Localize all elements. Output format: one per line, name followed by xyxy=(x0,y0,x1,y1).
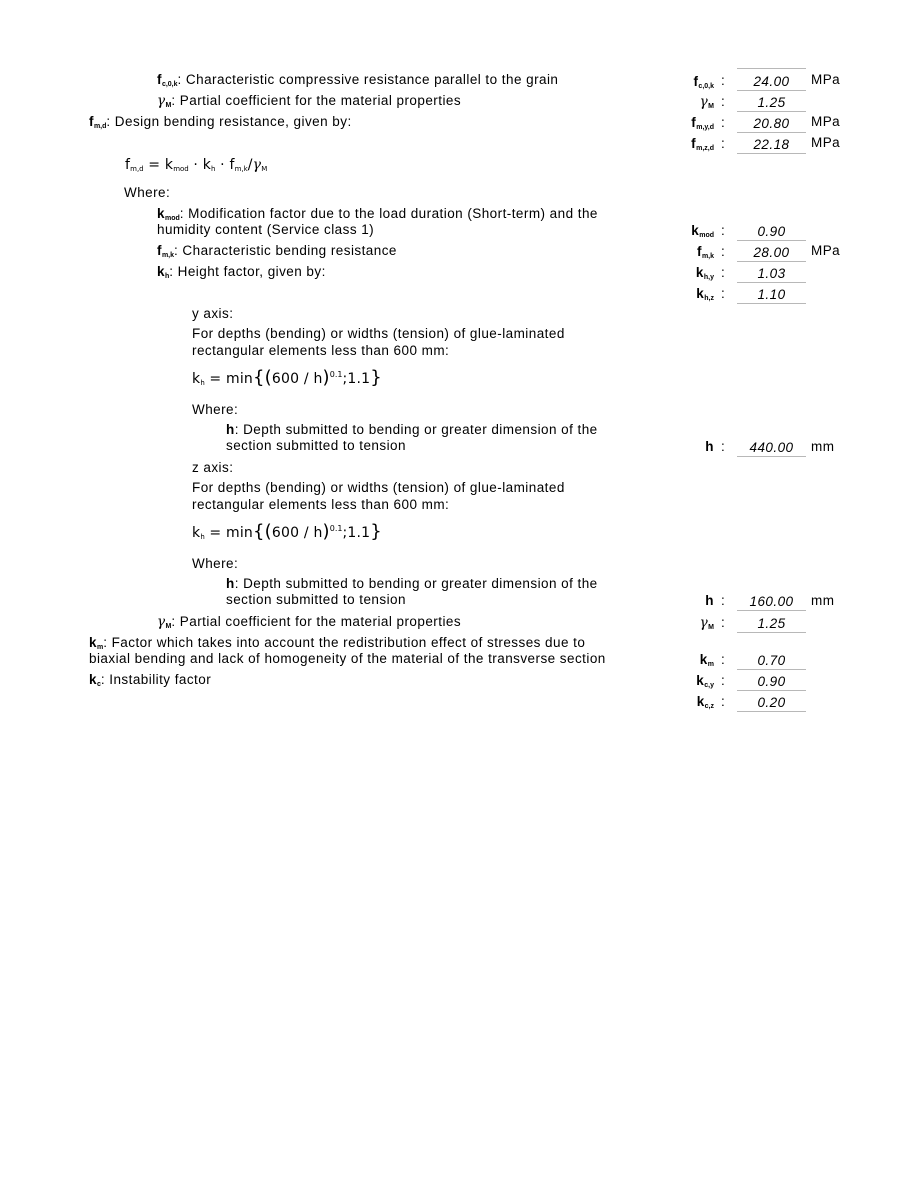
fmd-formula: $f_{m,d} = k_{mod} \cdot k_h \cdot f_{m,k}/\gamma_M$ xyxy=(125,157,268,173)
gammaM2-symbol: γ xyxy=(157,614,166,630)
fmk-description: : Characteristic bending resistance xyxy=(174,243,397,258)
yaxis-desc-line2: rectangular elements less than 600 mm: xyxy=(192,343,450,358)
colon: : xyxy=(721,286,726,301)
colon: : xyxy=(721,593,726,608)
zaxis-h-unit: mm xyxy=(811,593,835,608)
fmk-unit: MPa xyxy=(811,243,841,258)
zaxis-h-label-line2: section submitted to tension xyxy=(226,592,406,607)
fmyd-value: 20.80 xyxy=(737,116,806,133)
gammaM2-value: 1.25 xyxy=(737,616,806,633)
zaxis-h-value: 160.00 xyxy=(737,594,806,611)
fmd-subscript: m,d xyxy=(93,123,107,130)
kh-formula-y: $k_h = \min\{(600$ / h)$^{0.1}$;1.1} xyxy=(192,367,382,388)
where-label: Where: xyxy=(124,185,171,200)
kh-formula-z: $k_h = \min\{(600$ / h)$^{0.1}$;1.1} xyxy=(192,521,382,542)
h-symbol: h xyxy=(226,422,235,437)
colon: : xyxy=(721,673,726,688)
kc-subscript: c xyxy=(96,681,101,688)
zaxis-h-right-symbol: h xyxy=(705,593,714,608)
fc0k-unit: MPa xyxy=(811,72,841,87)
kcy-value: 0.90 xyxy=(737,674,806,691)
colon: : xyxy=(721,73,726,88)
kmod-value: 0.90 xyxy=(737,224,806,241)
fmd-label-line xyxy=(89,114,352,135)
gammaM2-right-symbol: $\gamma_M$ xyxy=(699,615,714,631)
km-value: 0.70 xyxy=(737,653,806,670)
kcz-symbol: $k_{c,z}$ xyxy=(696,694,714,710)
fc0k-label-line xyxy=(157,72,558,93)
fmd-symbol: f xyxy=(89,114,94,129)
fmk-subscript: m,k xyxy=(161,252,175,259)
yaxis-where: Where: xyxy=(192,402,239,417)
kmod-right-symbol: $k_{mod}$ xyxy=(691,223,714,239)
fmd-description: : Design bending resistance, given by: xyxy=(106,114,352,129)
top-rule xyxy=(737,68,806,69)
gammaM2-subscript: M xyxy=(165,623,172,630)
zaxis-desc-line1: For depths (bending) or widths (tension) of glue-laminated xyxy=(192,480,565,495)
zaxis-desc-line2: rectangular elements less than 600 mm: xyxy=(192,497,450,512)
gammaM2-description: : Partial coefficient for the material properties xyxy=(171,614,462,629)
khy-value: 1.03 xyxy=(737,266,806,283)
zaxis-where: Where: xyxy=(192,556,239,571)
fmk-symbol: f xyxy=(157,243,162,258)
colon: : xyxy=(721,136,726,151)
kc-symbol: k xyxy=(89,672,97,687)
kcy-symbol: $k_{c,y}$ xyxy=(696,673,714,689)
kh-symbol: k xyxy=(157,264,165,279)
fc0k-subscript: c,0,k xyxy=(161,81,178,88)
fmyd-symbol: $f_{m,y,d}$ xyxy=(691,115,714,131)
yaxis-title: y axis: xyxy=(192,306,234,321)
kc-label-line xyxy=(89,672,211,693)
km-subscript: m xyxy=(96,644,104,651)
kmod-description: : Modification factor due to the load duration (Short-term) and the xyxy=(179,206,598,221)
km-right-symbol: $k_m$ xyxy=(699,652,714,668)
fc0k-right-symbol: $f_{c,0,k}$ xyxy=(693,74,714,90)
colon: : xyxy=(721,439,726,454)
yaxis-h-label-line1: h: Depth submitted to bending or greater dimension of the xyxy=(226,422,598,437)
gammaM-right-symbol: $\gamma_M$ xyxy=(699,94,714,110)
colon: : xyxy=(721,94,726,109)
gammaM-label-line xyxy=(157,93,461,114)
khy-symbol: $k_{h,y}$ xyxy=(695,265,714,281)
fmk-value: 28.00 xyxy=(737,245,806,262)
colon: : xyxy=(721,265,726,280)
fmzd-unit: MPa xyxy=(811,135,841,150)
khz-value: 1.10 xyxy=(737,287,806,304)
fmk-label-line xyxy=(157,243,397,264)
kh-description: : Height factor, given by: xyxy=(169,264,326,279)
zaxis-h-label-line1: h: Depth submitted to bending or greater dimension of the xyxy=(226,576,598,591)
yaxis-h-label-line2: section submitted to tension xyxy=(226,438,406,453)
km-label-line2: biaxial bending and lack of homogeneity of the material of the transverse section xyxy=(89,651,606,666)
yaxis-h-unit: mm xyxy=(811,439,835,454)
kmod-label-line2: humidity content (Service class 1) xyxy=(157,222,375,237)
km-description: : Factor which takes into account the redistribution effect of stresses due to xyxy=(103,635,586,650)
km-symbol: k xyxy=(89,635,97,650)
kh-label-line xyxy=(157,264,326,285)
gammaM-description: : Partial coefficient for the material properties xyxy=(171,93,462,108)
colon: : xyxy=(721,694,726,709)
fc0k-symbol: f xyxy=(157,72,162,87)
kcz-value: 0.20 xyxy=(737,695,806,712)
fmzd-value: 22.18 xyxy=(737,137,806,154)
h-symbol: h xyxy=(226,576,235,591)
kmod-subscript: mod xyxy=(164,215,180,222)
yaxis-h-value: 440.00 xyxy=(737,440,806,457)
gammaM-symbol: γ xyxy=(157,93,166,109)
fc0k-description: : Characteristic compressive resistance parallel to the grain xyxy=(177,72,559,87)
yaxis-desc-line1: For depths (bending) or widths (tension) of glue-laminated xyxy=(192,326,565,341)
kc-description: : Instability factor xyxy=(100,672,212,687)
fc0k-value: 24.00 xyxy=(737,74,806,91)
colon: : xyxy=(721,615,726,630)
kmod-symbol: k xyxy=(157,206,165,221)
colon: : xyxy=(721,223,726,238)
colon: : xyxy=(721,652,726,667)
fmyd-unit: MPa xyxy=(811,114,841,129)
colon: : xyxy=(721,115,726,130)
fmzd-symbol: $f_{m,z,d}$ xyxy=(691,136,714,152)
fmk-right-symbol: $f_{m,k}$ xyxy=(696,244,714,260)
yaxis-h-right-symbol: h xyxy=(705,439,714,454)
zaxis-title: z axis: xyxy=(192,460,234,475)
gammaM2-label-line xyxy=(157,614,461,635)
gammaM-value: 1.25 xyxy=(737,95,806,112)
kh-subscript: h xyxy=(164,273,170,280)
gammaM-subscript: M xyxy=(165,102,172,109)
khz-symbol: $k_{h,z}$ xyxy=(696,286,714,302)
colon: : xyxy=(721,244,726,259)
